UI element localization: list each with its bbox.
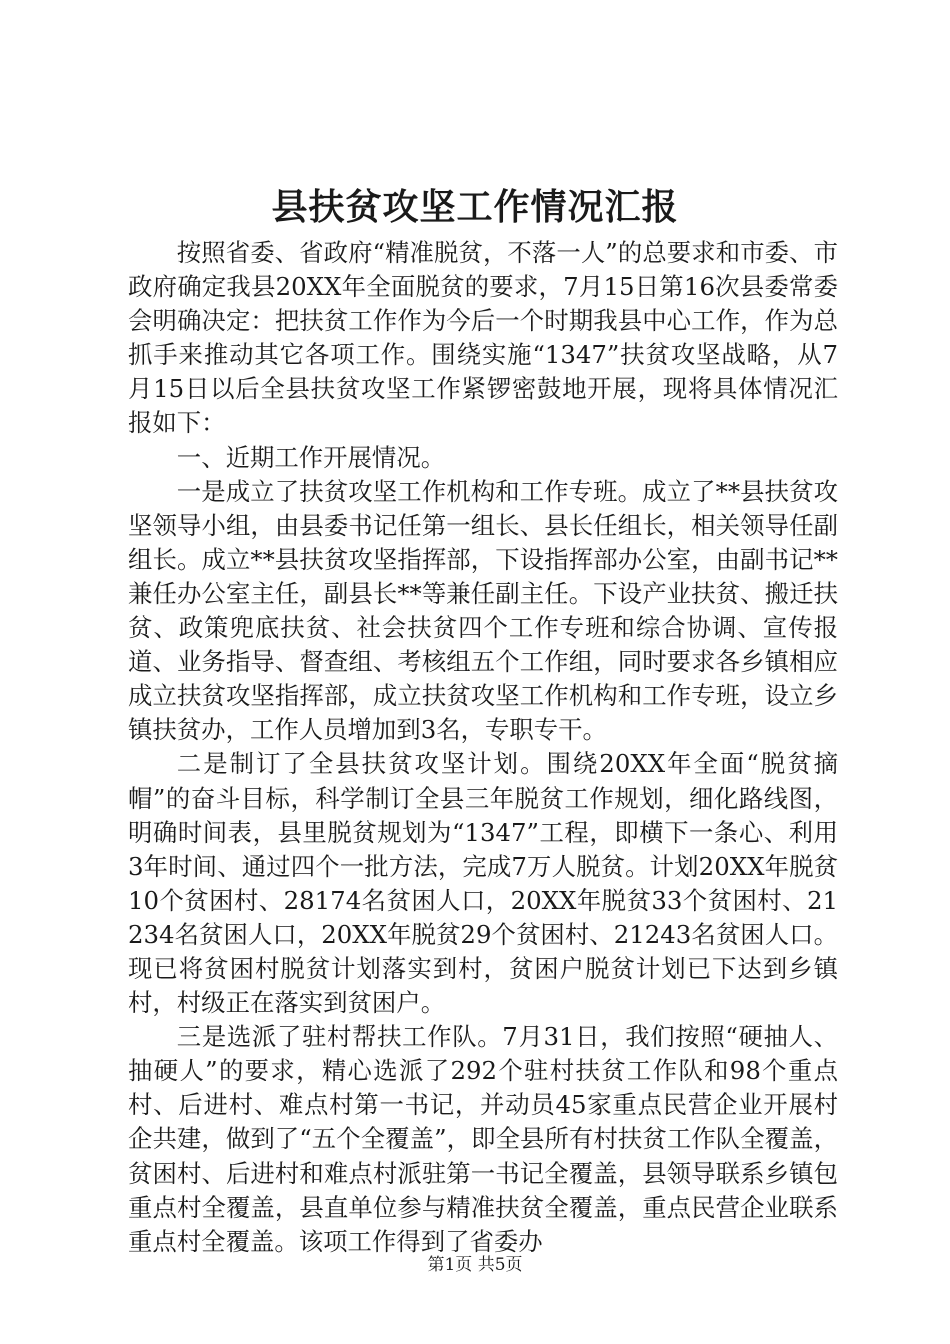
document-body	[128, 236, 838, 1259]
paragraph-item-3: 三是选派了驻村帮扶工作队。7月31日，我们按照“硬抽人、抽硬人”的要求，精心选派了292个驻村扶贫工作队和98个重点村、后进村、难点村第一书记，并动员45家重点民营企业开展村企共建，做到了“五个全覆盖”，即全县所有村扶贫工作队全覆盖，贫困村、后进村和难点村派驻第一书记全覆盖，县领导联系乡镇包重点村全覆盖，县直单位参与精准扶贫全覆盖，重点民营企业联系重点村全覆盖。该项工作得到了省委办	[128, 1022, 838, 1256]
paragraph-intro: 按照省委、省政府“精准脱贫，不落一人”的总要求和市委、市政府确定我县20XX年全面脱贫的要求，7月15日第16次县委常委会明确决定：把扶贫工作作为今后一个时期我县中心工作，作为总抓手来推动其它各项工作。围绕实施“1347”扶贫攻坚战略，从7月15日以后全县扶贫攻坚工作紧锣密鼓地开展，现将具体情况汇报如下：	[128, 238, 838, 438]
section-heading: 一、近期工作开展情况。	[176, 442, 446, 472]
page-number-footer: 第1页 共5页	[427, 1255, 523, 1275]
paragraph-item-2: 二是制订了全县扶贫攻坚计划。围绕20XX年全面“脱贫摘帽”的奋斗目标，科学制订全县三年脱贫工作规划，细化路线图，明确时间表，县里脱贫规划为“1347”工程，即横下一条心、利用3年时间、通过四个一批方法，完成7万人脱贫。计划20XX年脱贫10个贫困村、28174名贫困人口，20XX年脱贫33个贫困村、21234名贫困人口，20XX年脱贫29个贫困村、21243名贫困人口。现已将贫困村脱贫计划落实到村，贫困户脱贫计划已下达到乡镇村，村级正在落实到贫困户。	[128, 749, 838, 1018]
paragraph-item-1: 一是成立了扶贫攻坚工作机构和工作专班。成立了**县扶贫攻坚领导小组，由县委书记任第一组长、县长任组长，相关领导任副组长。成立**县扶贫攻坚指挥部，下设指挥部办公室，由副书记**兼任办公室主任，副县长**等兼任副主任。下设产业扶贫、搬迁扶贫、政策兜底扶贫、社会扶贫四个工作专班和综合协调、宣传报道、业务指导、督查组、考核组五个工作组，同时要求各乡镇相应成立扶贫攻坚指挥部，成立扶贫攻坚工作机构和工作专班，设立乡镇扶贫办，工作人员增加到3名，专职专干。	[128, 476, 838, 745]
document-title: 县扶贫攻坚工作情况汇报	[271, 186, 679, 228]
